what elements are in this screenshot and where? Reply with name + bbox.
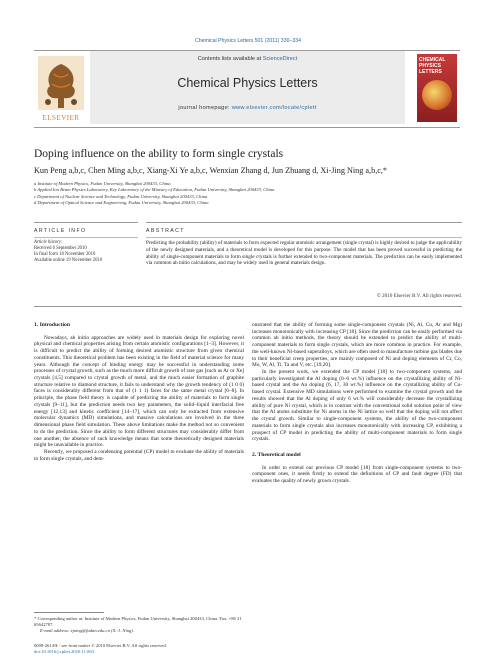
- author-email: E-mail address: xjning@fudan.edu.cn (X.-J. Ning).: [40, 628, 134, 633]
- elsevier-tree-logo: [36, 54, 86, 122]
- paragraph: onstrated that the ability of forming some single-component crystals (Ni, Al, Cu, Ar and Mg) increases monotonically with increasing CP [18]. Since the prediction can be easily performed via common ab initio methods, the theory should be extended to predict the ability of multi-component materials to form single crystals, which are more common in practice. For example, the well-known Ni-based superalloys, which are often used to manufacture turbine gas blades due to their beneficial creep properties, are mainly composed of Ni and doping elements of Cr, Co, Mo, W, Al, Ti, Ta and V, etc. [19,20].: [252, 322, 462, 369]
- introduction-heading: 1. Introduction: [34, 322, 70, 328]
- affiliation-b: b Applied Ion Beam Physics Laboratory, Key Laboratory of the Ministry of Education, Fudan University, Shanghai 200433, China: [34, 187, 275, 193]
- journal-citation: Chemical Physics Letters 501 (2011) 330–334: [194, 38, 302, 44]
- journal-cover-thumbnail: [417, 54, 457, 122]
- abstract-copyright: © 2010 Elsevier B.V. All rights reserved.: [376, 293, 462, 299]
- journal-homepage: [90, 105, 405, 111]
- doi-link[interactable]: doi:10.1016/j.cplett.2010.11.063: [34, 649, 94, 654]
- affiliation-a: a Institute of Modern Physics, Fudan University, Shanghai 200433, China: [34, 181, 171, 186]
- abstract-text: Predicting the probability (ability) of materials to form expected regular atomistic arrangement (single crystal) is highly desired to judge the applicability of the newly designed materials, and a theoretical model is developed for this purpose. The model that has been proved successful in predicting the ability of single-component materials to form single crystals is further extended to two-component materials. The prediction can be easily implemented via common ab initio calculations, and may be widely used in general materials design.: [146, 240, 462, 267]
- author-affiliations: [34, 181, 464, 207]
- paragraph: In the present work, we extended the CP model [18] to two-component systems, and particularly investigated the Al doping (0–6 wt.%) influence on the crystallizing ability of Ni-based crystal and the Au doping (6, 17, 30 wt.%) influence on the crystallizing ability of Cu-based crystal. Extensive MD simulations were performed to examine the crystal growth and the results showed that the Al doping of only 6 wt.% will considerably decrease the crystallizing ability of pure Ni crystal, which is in contrast with the conventional solid solution point of view that the Al atoms substitute for Ni atoms in the Ni lattice so well that the doping will not affect the crystal growth. Similar to single-component systems, the ability of the two-component materials to form single crystals also increases monotonically with increasing CP, exhibiting a prospect of CP model in predicting the ability of multi-component materials to form single crystals.: [252, 369, 462, 443]
- paragraph: In order to extend our previous CP model [18] from single-component systems to two-component ones, it needs firstly to extend the definitions of CP and fault degree (FD) that evaluates the quality of newly grown crystals.: [252, 464, 462, 485]
- paragraph: Nowadays, ab initio approaches are widely used in materials design for exploring novel physical and chemical properties arising from certain atomistic configurations [1–3]. However, it is difficult to predict the ability of forming desired atomistic structure from given chemical constituents. This theoretical problem has been existing in the field of material science for many years. Although the concept of binding energy may be successful in understanding some processes of crystal growth, such as the much more difficult growth of rare gas [such as Ar or Xe] crystals [4,5] compared to crystal growth of metal, and the much easier formation of graphite structure relative to diamond structure, it fails to understand why the growth tendency of (1 0 0) faces is considerably different from that of (1 1 1) faces for the same metal crystal [6–8]. In principle, the phase field theory is capable of predicting the ability of materials to form single crystals [9–11], but the prediction needs two key parameters, the solid–liquid interfacial free energy [12,13] and kinetic coefficient [14–17], which can only be extracted from extensive molecular dynamics (MD) simulations, and massive calculations are involved in the three dimensional phase field simulation. These above limitations make the method not so convenient to do the prediction. Since the ability to form different structures may considerably differ from one another, the absence of such knowledge means that some theoretically designed materials might be unavailable in practice.: [34, 334, 244, 449]
- paragraph: Recently, we proposed a condensing potential (CP) model to evaluate the ability of materials to form single crystals, and dem-: [34, 448, 244, 462]
- divider: [34, 237, 138, 238]
- history-label: Article history:: [34, 240, 63, 245]
- article-authors: Kun Peng a,b,c, Chen Ming a,b,c, Xiang-Xi Ye a,b,c, Wenxian Zhang d, Jun Zhuang d, Xi-Jing Ning a,b,c,*: [34, 166, 388, 175]
- divider: [34, 306, 462, 307]
- homepage-prefix: journal homepage:: [178, 105, 232, 111]
- history-received: Received 6 September 2010: [34, 246, 87, 252]
- affiliation-c: c Department of Nuclear Science and Technology, Fudan University, Shanghai 200433, China: [34, 193, 208, 199]
- sciencedirect-link[interactable]: ScienceDirect: [262, 56, 298, 62]
- cover-title: CHEMICAL PHYSICS LETTERS: [419, 57, 446, 75]
- body-right-column: [252, 322, 462, 485]
- contents-line: [90, 56, 405, 62]
- divider: [34, 222, 138, 223]
- issn-doi: [34, 643, 284, 655]
- divider: [146, 237, 462, 238]
- journal-title: Chemical Physics Letters: [177, 76, 318, 90]
- abstract-heading: ABSTRACT: [146, 228, 185, 234]
- article-history: [34, 240, 144, 264]
- affiliation-d: d Department of Optical Science and Engineering, Fudan University, Shanghai 200433, China: [34, 200, 209, 206]
- history-final-form: In final form 18 November 2010: [34, 252, 96, 258]
- corresponding-author: * Corresponding author at: Institute of Modern Physics, Fudan University, Shanghai 200433, China. Fax: +86 21 65642787.: [34, 616, 242, 627]
- issn-line: 0009-2614/$ - see front matter © 2010 Elsevier B.V. All rights reserved.: [34, 643, 167, 648]
- history-online: Available online 19 November 2010: [34, 258, 103, 264]
- body-left-column: [34, 322, 244, 462]
- theoretical-model-heading: 2. Theoretical model: [252, 451, 301, 458]
- corresponding-author-footnote: [34, 616, 244, 634]
- divider: [146, 222, 462, 223]
- cover-artwork: [422, 80, 452, 110]
- publisher-name: ELSEVIER: [42, 114, 80, 122]
- article-title: Doping influence on the ability to form single crystals: [34, 148, 284, 160]
- homepage-url[interactable]: www.elsevier.com/locate/cplett: [231, 105, 317, 111]
- footnote-divider: [34, 612, 104, 613]
- article-info-heading: ARTICLE INFO: [34, 228, 87, 234]
- contents-prefix: Contents lists available at: [197, 56, 263, 62]
